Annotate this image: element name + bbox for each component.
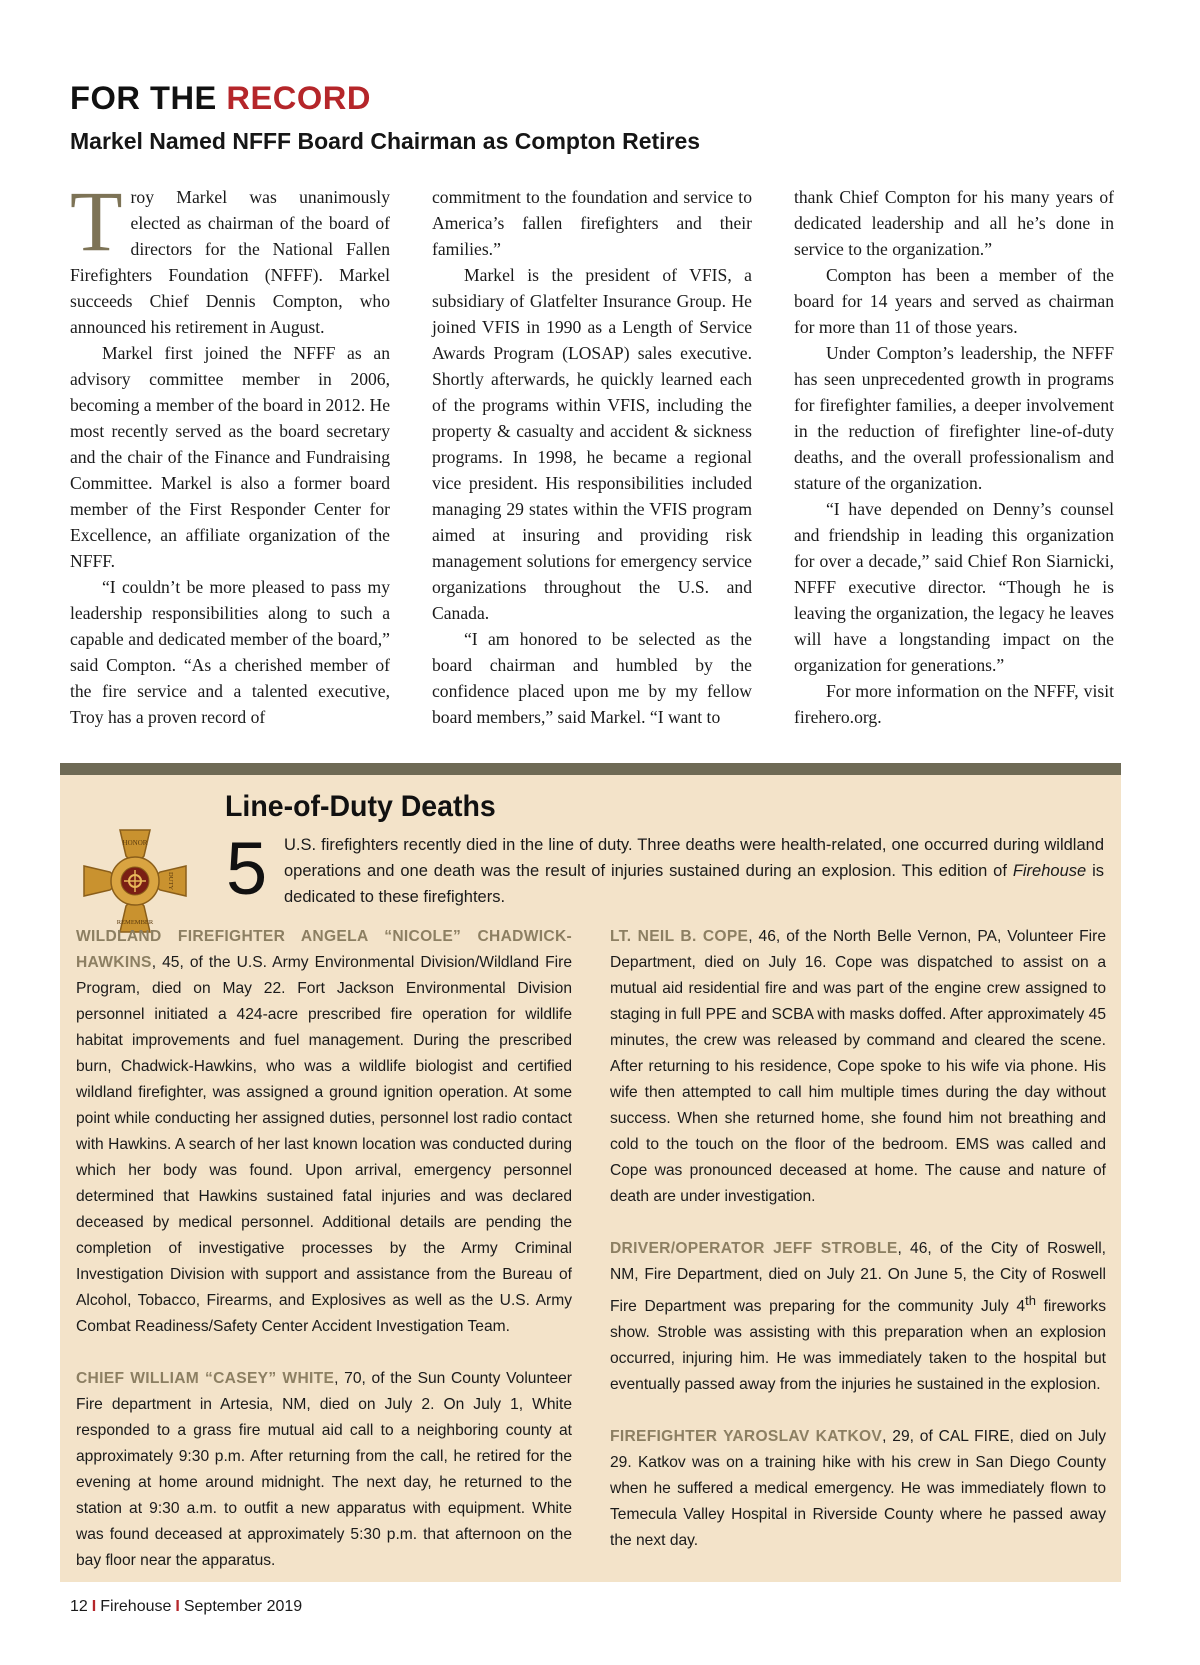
firefighter-name: FIREFIGHTER YAROSLAV KATKOV (610, 1428, 883, 1446)
page-number: 12 (70, 1598, 88, 1615)
firefighter-name: DRIVER/OPERATOR JEFF STROBLE (610, 1240, 898, 1257)
badge-top-text: HONOR (122, 839, 148, 847)
badge-bottom-text: REMEMBER (116, 919, 154, 926)
article-paragraph: Under Compton’s leadership, the NFFF has seen unprecedented growth in programs for firefighter families, a deeper involvement in the reduction of firefighter line-of-duty deaths, and the overall professionalism and stature of the organization. (794, 343, 1114, 493)
issue-date: September 2019 (183, 1598, 303, 1615)
article-paragraph: For more information on the NFFF, visit firehero.org. (794, 681, 1114, 727)
section-heading-word2: RECORD (226, 80, 371, 116)
article-column-1 (70, 173, 391, 730)
lod-entry (610, 924, 1106, 1210)
article-body (70, 173, 1118, 730)
article-column-3 (794, 184, 1114, 730)
firefighter-name: WILDLAND FIREFIGHTER ANGELA “NICOLE” CHADWICK-HAWKINS (76, 928, 572, 971)
lod-intro-text: U.S. firefighters recently died in the line of duty. Three deaths were health-related, one occurred during wildland operations and one death was the result of injuries sustained during an explosion. This edition of (284, 836, 1104, 880)
article-paragraph: Compton has been a member of the board for 14 years and served as chairman for more than 11 of those years. (794, 265, 1114, 337)
lod-count: 5 (226, 827, 268, 910)
entry-text: , 46, of the North Belle Vernon, PA, Volunteer Fire Department, died on July 16. Cope was dispatched to assist on a mutual aid residential fire and was part of the engine crew assigned to staging in full PPE and SCBA with masks doffed. After approximately 45 minutes, the crew was released by command and cleared the scene. After returning to his residence, Cope spoke to his wife via phone. His wife then attempted to call him multiple times during the day without success. When she returned home, she found him not breathing and cold to the touch on the floor of the bedroom. EMS was called and Cope was pronounced deceased at home. The cause and nature of death are under investigation. (610, 928, 1106, 1205)
drop-cap: T (70, 173, 123, 269)
article-paragraph (70, 173, 390, 340)
entry-text-end: fireworks show. Stroble was assisting with this preparation when an explosion occurred, injuring him. He was immediately taken to the hospital but eventually passed away from the injuries he sustained in the explosion. (610, 1298, 1106, 1394)
lod-entry (610, 1236, 1106, 1398)
lod-entry (610, 1424, 1106, 1554)
footer-separator: I (91, 1598, 97, 1615)
publication-name: Firehouse (100, 1598, 172, 1615)
section-heading (70, 80, 371, 116)
article-paragraph: “I am honored to be selected as the board chairman and humbled by the confidence placed upon me by my fellow board members,” said Markel. “I want to (432, 629, 752, 727)
lod-intro (284, 832, 1104, 910)
section-divider (60, 763, 1121, 775)
lod-column-2 (610, 924, 1106, 1600)
section-heading-word1: FOR THE (70, 80, 217, 116)
lod-intro-text-end: is dedicated to these firefighters. (284, 862, 1104, 906)
lod-column-1 (76, 924, 572, 1600)
lod-title: Line-of-Duty Deaths (225, 790, 496, 823)
firefighter-name: LT. NEIL B. COPE (610, 928, 749, 945)
footer-separator: I (175, 1598, 180, 1615)
paragraph-text: roy Markel was unanimously elected as chairman of the board of directors for the National Fallen Firefighters Foundation (NFFF). Markel succeeds Chief Dennis Compton, who announced his retirement in August. (70, 187, 390, 337)
lod-entry (76, 1366, 572, 1574)
lod-intro-publication: Firehouse (1012, 862, 1087, 880)
article-paragraph: Markel first joined the NFFF as an advisory committee member in 2006, becoming a member of the board in 2012. He most recently served as the board secretary and the chair of the Finance and Fundraising Committee. Markel is also a former board member of the First Responder Center for Excellence, an affiliate organization of the NFFF. (70, 343, 391, 571)
article-paragraph: commitment to the foundation and service to America’s fallen firefighters and their families.” (432, 187, 752, 259)
article-paragraph: thank Chief Compton for his many years of dedicated leadership and all he’s done in service to the organization.” (794, 187, 1114, 259)
article-headline: Markel Named NFFF Board Chairman as Compton Retires (70, 128, 701, 154)
article-column-2 (432, 184, 752, 730)
badge-right-text: DUTY (167, 871, 174, 891)
article-paragraph: “I couldn’t be more pleased to pass my leadership responsibilities along to such a capable and dedicated member of the board,” said Compton. “As a cherished member of the fire service and a talented executive, Troy has a proven record of (70, 577, 390, 727)
entry-text: , 70, of the Sun County Volunteer Fire department in Artesia, NM, died on July 2. On July 1, White responded to a grass fire mutual aid call to a neighboring county at approximately 9:30 p.m. After returning from the call, he retired for the evening at home around midnight. The next day, he returned to the station at 9:30 a.m. to outfit a new apparatus with equipment. White was found deceased at approximately 5:30 p.m. that afternoon on the bay floor near the apparatus. (76, 1370, 572, 1569)
entry-text: , 45, of the U.S. Army Environmental Division/Wildland Fire Program, died on May 22. Fort Jackson Environmental Division personnel initiated a 424-acre prescribed fire operation for wildlife habitat improvements and fuel management. During the prescribed burn, Chadwick-Hawkins, who was a wildlife biologist and certified wildland firefighter, was assigned a ground ignition operation. At some point while conducting her assigned duties, personnel lost radio contact with Hawkins. A search of her last known location was conducted during which her body was found. Upon arrival, emergency personnel determined that Hawkins sustained fatal injuries and was declared deceased by medical personnel. Additional details are pending the completion of investigative processes by the Army Criminal Investigation Division with support and assistance from the Bureau of Alcohol, Tobacco, Firearms, and Explosives as well as the U.S. Army Combat Readiness/Safety Center Accident Investigation Team. (76, 954, 572, 1335)
lod-entries (76, 924, 1106, 1600)
entry-text: , 29, of CAL FIRE, died on July 29. Katkov was on a training hike with his crew in San Diego County when he suffered a medical emergency. He was immediately flown to Temecula Valley Hospital in Riverside County where he passed away the next day. (610, 1428, 1107, 1550)
page-footer (70, 1596, 302, 1618)
article-paragraph: Markel is the president of VFIS, a subsidiary of Glatfelter Insurance Group. He joined VFIS in 1990 as a Length of Service Awards Program (LOSAP) sales executive. Shortly afterwards, he quickly learned each of the programs within VFIS, including the property & casualty and accident & sickness programs. In 1998, he became a regional vice president. His responsibilities included managing 29 states within the VFIS program aimed at insuring and providing risk management solutions for emergency service organizations throughout the U.S. and Canada. (432, 265, 752, 623)
ordinal-suffix: th (1025, 1293, 1036, 1308)
lod-entry (76, 924, 572, 1340)
firefighter-name: CHIEF WILLIAM “CASEY” WHITE (76, 1370, 335, 1387)
maltese-cross-badge-icon (80, 826, 190, 936)
entry-text: , 46, of the City of Roswell, NM, Fire Department, died on July 21. On June 5, the City of Roswell Fire Department was preparing for the community July 4 (610, 1240, 1107, 1316)
article-paragraph: “I have depended on Denny’s counsel and friendship in leading this organization for over a decade,” said Chief Ron Siarnicki, NFFF executive director. “Though he is leaving the organization, the legacy he leaves will have a longstanding impact on the organization for generations.” (794, 499, 1114, 675)
